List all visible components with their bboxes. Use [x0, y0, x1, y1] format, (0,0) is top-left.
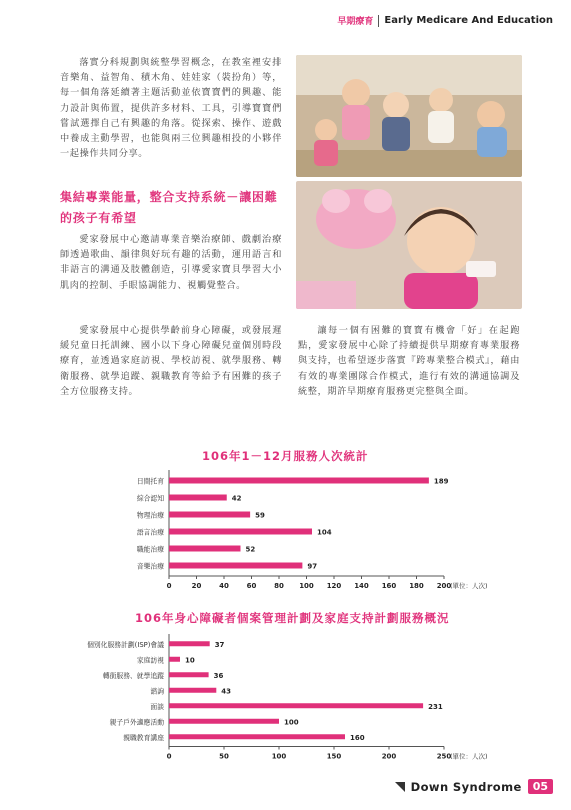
chart1-tick-label: 200: [436, 582, 452, 590]
header-divider: [378, 15, 379, 27]
section-title: 集結專業能量，整合支持系統－讓困難的孩子有希望: [60, 190, 278, 225]
chart1-tick-label: 40: [219, 582, 229, 590]
header-section-zh: 早期療育: [337, 17, 374, 27]
chart2-tick-label: 50: [219, 752, 229, 761]
chart2-value-label: 231: [428, 702, 443, 711]
chart2-tick-label: 150: [326, 752, 342, 761]
paragraph-learning-corners: 落實分科規劃與統整學習概念，在教室裡安排音樂角、益智角、積木角、娃娃家（裝扮角）等，每一個角落延續著主題活動並依寶寶們的興趣、能力設計與佈置，提供許多材料、工具，引導寶寶們嘗試選擇自己有興趣的角落。從探索、操作、遊戲中養成主動學習，也能與兩三位興趣相投的小夥伴一起操作共同分享。: [60, 57, 282, 160]
chart1-category-label: 綜合認知: [136, 494, 164, 503]
chart2-value-label: 37: [214, 640, 225, 649]
chart2-unit-label: (單位：人次): [450, 752, 488, 761]
chart2-bar: [169, 703, 423, 708]
chart1-category-label: 日間托育: [136, 477, 164, 486]
chart2-tick-label: 0: [166, 752, 172, 761]
chart1-tick-label: 100: [299, 582, 314, 590]
chart1-unit-label: (單位：人次): [450, 582, 488, 590]
footer-arrow-icon: [395, 782, 405, 792]
chart1-value-label: 52: [245, 545, 256, 554]
chart1-bar: [169, 563, 302, 569]
chart1-value-label: 42: [231, 494, 242, 503]
chart2-category-label: 諮詢: [150, 687, 164, 696]
header-section-en: Early Medicare And Education: [384, 15, 553, 26]
chart2-category-label: 親職教育講座: [123, 733, 164, 742]
chart2-bar: [169, 641, 210, 646]
chart2-category-label: 親子戶外適應活動: [109, 718, 164, 727]
chart1-tick-label: 140: [354, 582, 369, 590]
page-number: 05: [528, 779, 553, 794]
photo-girl-elephant: [296, 181, 522, 309]
chart1-value-label: 104: [317, 528, 332, 537]
chart1-bar: [169, 495, 227, 501]
chart2-title: 106年身心障礙者個案管理計劃及家庭支持計劃服務概況: [135, 611, 450, 625]
chart2-bar: [169, 657, 180, 662]
chart1-tick-label: 0: [166, 582, 172, 590]
chart1-bar: [169, 546, 241, 552]
footer-label: Down Syndrome: [410, 779, 522, 794]
chart1-tick-label: 180: [409, 582, 424, 590]
chart2-bar: [169, 688, 216, 693]
chart1-tick-label: 120: [326, 582, 342, 590]
chart2-category-label: 轉銜服務、就學追蹤: [102, 671, 164, 680]
chart2-bar: [169, 719, 279, 724]
chart2-tick-label: 100: [271, 752, 287, 761]
photo-children-playing-image: [296, 55, 522, 177]
chart2-value-label: 100: [284, 718, 299, 727]
chart1-tick-label: 80: [274, 582, 284, 590]
chart2-case-management: [0, 630, 571, 760]
chart2-value-label: 160: [350, 733, 365, 742]
chart2-category-label: 家庭訪視: [136, 656, 164, 665]
chart1-title: 106年1－12月服務人次統計: [202, 449, 369, 463]
paragraph-therapists: 愛家發展中心邀請專業音樂治療師、戲劇治療師透過歌曲、韻律與好玩有趣的活動，運用語言和非語言的溝通及肢體創造，引導愛家寶貝學習大小肌肉的控制、手眼協調能力、視觸覺整合。: [60, 234, 282, 291]
chart1-category-label: 物理治療: [136, 511, 164, 520]
chart1-bar: [169, 478, 429, 484]
chart2-value-label: 10: [185, 656, 195, 665]
chart1-category-label: 語言治療: [136, 528, 164, 537]
page-footer: [395, 779, 553, 794]
chart1-tick-label: 160: [381, 582, 397, 590]
photo-girl-elephant-image: [296, 181, 522, 309]
paragraph-services: 愛家發展中心提供學齡前身心障礙，或發展遲緩兒童日托訓練、國小以下身心障礙兒童個別時段療育，並透過家庭訪視、學校訪視、就學服務、轉衛服務、就學追蹤、親職教育等給予有困難的孩子全方位服務支持。: [60, 325, 282, 397]
chart1-bar: [169, 512, 250, 518]
chart2-value-label: 36: [213, 671, 224, 680]
chart1-category-label: 音樂治療: [136, 562, 164, 571]
chart1-tick-label: 60: [246, 582, 257, 590]
chart2-bar: [169, 734, 345, 739]
chart2-category-label: 面談: [150, 702, 164, 711]
chart2-tick-label: 200: [381, 752, 397, 761]
chart2-tick-label: 250: [436, 752, 452, 761]
chart1-service-visits: [0, 466, 571, 596]
running-header: [337, 14, 553, 27]
chart2-value-label: 43: [221, 687, 232, 696]
chart2-category-label: 個別化服務計劃(ISP)會議: [87, 640, 164, 649]
chart1-value-label: 189: [433, 477, 449, 486]
chart1-bar: [169, 529, 312, 535]
photo-children-playing: [296, 55, 522, 177]
chart1-tick-label: 20: [191, 582, 202, 590]
chart1-value-label: 97: [307, 562, 318, 571]
chart1-value-label: 59: [255, 511, 265, 520]
paragraph-integration: 讓每一個有困難的寶寶有機會「好」在起跑點，愛家發展中心除了持續提供早期療育專業服務與支持，也希望逐步落實『跨專業整合模式』，藉由有效的專業團隊合作模式，進行有效的溝通協調及統整，期許早期療育服務更完整與全面。: [298, 325, 520, 397]
chart2-bar: [169, 672, 209, 677]
chart1-category-label: 職能治療: [136, 545, 164, 554]
